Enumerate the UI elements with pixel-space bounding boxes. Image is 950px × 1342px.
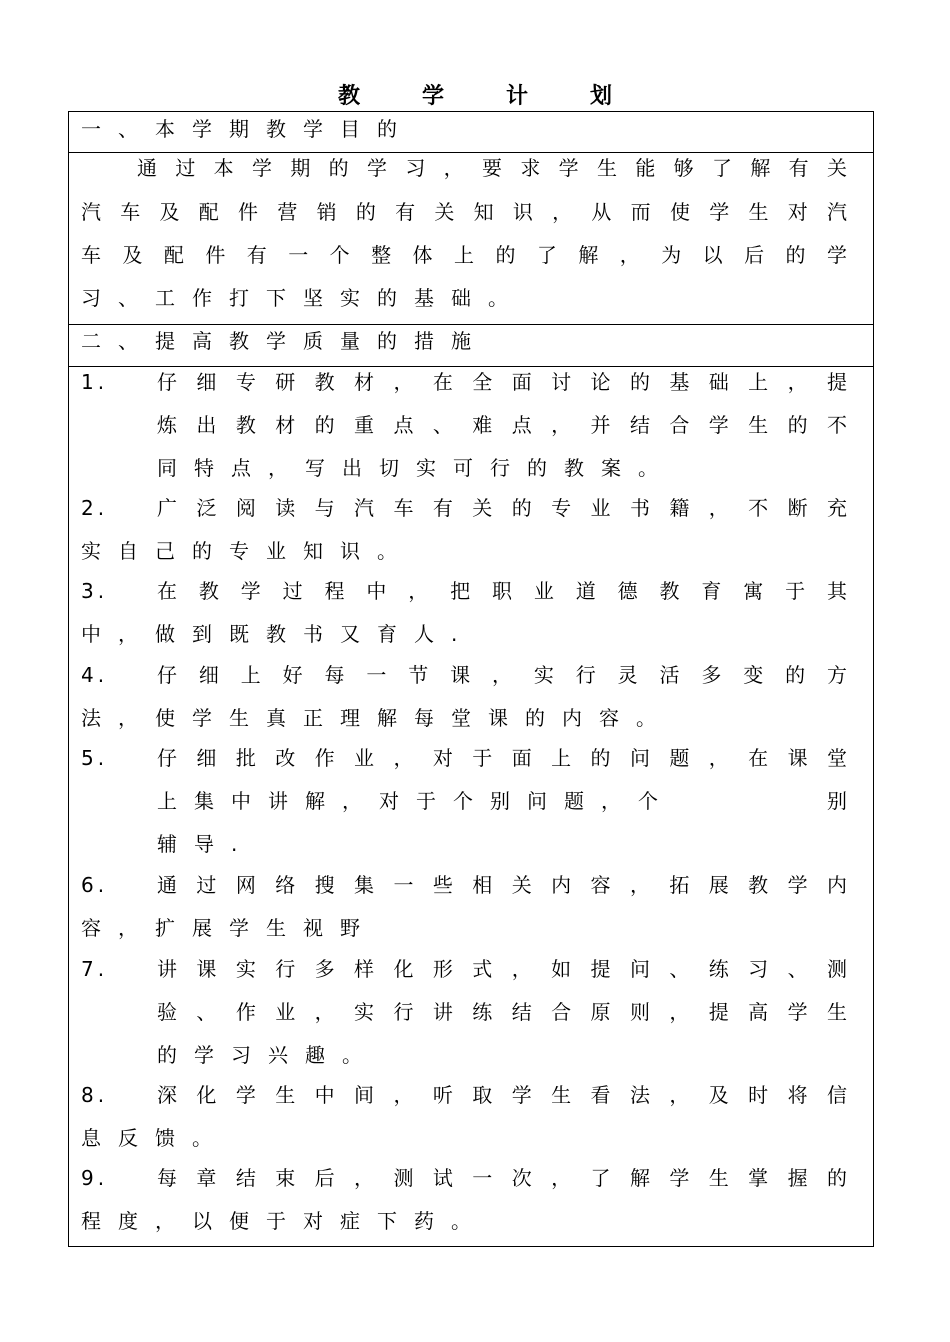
section2-heading: 二、提高教学质量的措施 (81, 329, 488, 353)
list-item-line: 炼出教材的重点、难点，并结合学生的不 (157, 413, 847, 437)
page-title: 教学计划 (337, 84, 674, 109)
list-item-line: 中，做到既教书又育人. (81, 622, 475, 646)
list-item-number: 4. (81, 663, 109, 687)
list-item-number: 1. (81, 370, 109, 394)
list-item-line: 讲课实行多样化形式，如提问、练习、测 (157, 957, 847, 981)
plan-table (68, 111, 874, 1247)
list-item-number: 9. (81, 1166, 109, 1190)
list-item-line: 通过网络搜集一些相关内容，拓展教学内 (157, 873, 847, 897)
section1-line-1: 通过本学期的学习，要求学生能够了解有关 (137, 156, 847, 180)
list-item-number: 5. (81, 746, 109, 770)
list-item-line: 广泛阅读与汽车有关的专业书籍，不断充 (157, 496, 847, 520)
list-item-line: 每章结束后，测试一次，了解学生掌握的 (157, 1166, 847, 1190)
list-item-line: 法，使学生真正理解每堂课的内容。 (81, 706, 673, 730)
list-item-line: 同特点，写出切实可行的教案。 (157, 456, 675, 480)
list-item-line: 上集中讲解，对于个别问题，个 (157, 789, 675, 813)
row-divider (69, 324, 873, 325)
list-item-line: 在教学过程中，把职业道德教育寓于其 (157, 579, 847, 603)
list-item-line: 仔细上好每一节课，实行灵活多变的方 (157, 663, 847, 687)
list-item-line: 的学习兴趣。 (157, 1043, 379, 1067)
list-item-line: 容，扩展学生视野 (81, 916, 377, 940)
list-item-line: 深化学生中间，听取学生看法，及时将信 (157, 1083, 847, 1107)
section1-line-4: 习、工作打下坚实的基础。 (81, 286, 525, 310)
list-item-number: 2. (81, 496, 109, 520)
list-item-line: 仔细专研教材，在全面讨论的基础上，提 (157, 370, 847, 394)
list-item-number: 8. (81, 1083, 109, 1107)
section1-line-2: 汽车及配件营销的有关知识，从而使学生对汽 (81, 200, 847, 224)
section1-line-3: 车及配件有一个整体上的了解，为以后的学 (81, 243, 847, 267)
list-item-line: 息反馈。 (81, 1126, 229, 1150)
list-item-number: 7. (81, 957, 109, 981)
list-item-line: 仔细批改作业，对于面上的问题，在课堂 (157, 746, 847, 770)
list-item-line: 实自己的专业知识。 (81, 539, 414, 563)
list-item-line: 验、作业，实行讲练结合原则，提高学生 (157, 1000, 847, 1024)
list-item-line: 别 (827, 789, 847, 813)
section1-heading: 一、本学期教学目的 (81, 117, 414, 141)
list-item-line: 辅导. (157, 832, 255, 856)
list-item-number: 3. (81, 579, 109, 603)
list-item-line: 程度，以便于对症下药。 (81, 1209, 488, 1233)
list-item-number: 6. (81, 873, 109, 897)
